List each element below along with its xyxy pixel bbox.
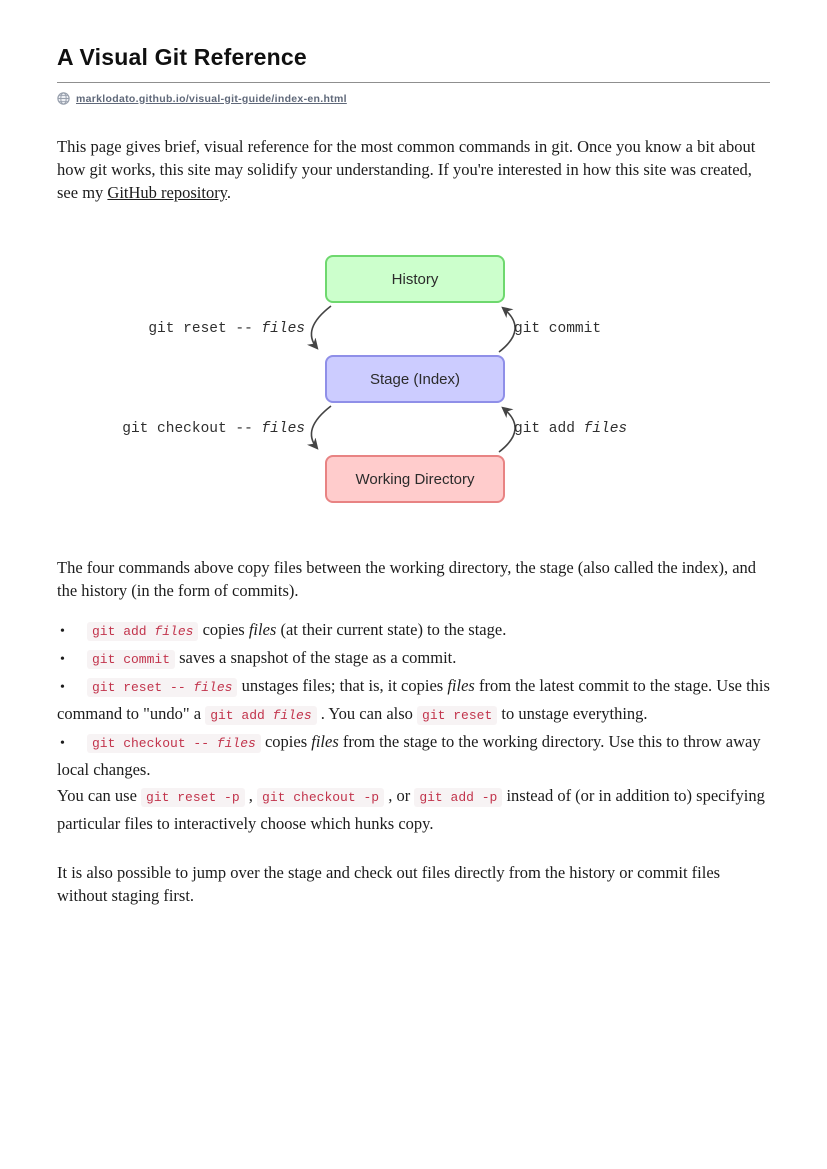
source-link-row [57,92,770,105]
text-run: to unstage everything. [497,704,648,723]
hunks-paragraph [57,783,770,837]
four-commands-paragraph [57,556,770,602]
text-run: , or [384,786,415,805]
arrow-reset [311,306,331,348]
title-divider [57,82,770,83]
stage-box-label: Stage (Index) [369,370,461,388]
text-run: The four commands above copy files between the working directory, the stage (also called the index), and the history (in the form of commits). [57,558,757,600]
list-item-text [57,676,770,723]
text-run: instead of (or in addition to) specifying particular files to interactively choose which hunks copy. [57,786,765,833]
arrow-commit [499,308,515,352]
list-item-git-reset [57,673,770,729]
working-directory-box [325,455,505,503]
inline-code: git add files [205,706,316,725]
text-run: copies [198,620,249,639]
text-run: from the stage to the working directory. Use this to throw away local changes. [57,732,761,779]
inline-code: git add files [87,622,198,641]
jump-stage-paragraph [57,861,770,907]
inline-code: git checkout -p [257,788,384,807]
list-item-text [57,732,761,779]
globe-icon [57,92,70,105]
text-run: , [244,786,258,805]
list-item-git-checkout [57,729,770,783]
working-directory-box-label: Working Directory [355,470,475,488]
bullet-marker: • [60,652,65,667]
stage-box [325,355,505,403]
cmd-git-reset-label [148,320,305,338]
emphasis-text: files [447,676,475,695]
history-box-label: History [391,270,439,288]
inline-code: git reset [417,706,497,725]
text-run: git reset -- [148,321,262,337]
cmd-git-add-label [514,420,627,438]
inline-code: git add -p [414,788,502,807]
intro-paragraph [57,135,770,204]
arrow-checkout [311,406,331,448]
text-run: from the latest commit to the stage. Use this command to "undo" a [57,676,770,723]
bullet-marker: • [60,624,65,639]
list-item-git-add [57,617,770,645]
cmd-git-commit-label [514,320,601,338]
text-run: unstages files; that is, it copies [237,676,448,695]
arrow-add [499,408,515,452]
inline-code: git reset -p [141,788,245,807]
emphasis-text: files [583,421,628,437]
inline-code: git checkout -- files [87,734,261,753]
text-run: It is also possible to jump over the stage and check out files directly from the history or commit files without staging first. [57,863,721,905]
github-repository-link[interactable]: GitHub repository [107,183,227,202]
text-run: This page gives brief, visual reference for the most common commands in git. Once you know a bit about how git works, this site may solidify your understanding. If you're interested in how this site was created, see my [57,137,756,202]
text-run: . You can also [316,704,418,723]
bullet-marker: • [60,680,65,695]
list-item-git-commit [57,645,770,673]
text-run: You can use [57,786,142,805]
list-item-text [87,620,506,639]
text-run: (at their current state) to the stage. [276,620,507,639]
emphasis-text: files [311,732,339,751]
text-run: copies [260,732,312,751]
page-title: A Visual Git Reference [57,44,307,70]
text-run: . [226,183,231,202]
emphasis-text: files [248,620,277,639]
text-run: saves a snapshot of the stage as a commit. [175,648,457,667]
bullet-marker: • [60,736,65,751]
emphasis-text: files [261,321,305,337]
text-run: git add [514,421,584,437]
emphasis-text: files [261,421,305,437]
list-item-text [87,648,456,667]
source-url-link[interactable]: marklodato.github.io/visual-git-guide/index-en.html [76,92,347,105]
text-run: git checkout -- [122,421,262,437]
inline-code: git commit [87,650,175,669]
text-run: git commit [514,321,602,337]
git-data-flow-diagram [0,248,827,510]
inline-code: git reset -- files [87,678,237,697]
cmd-git-checkout-label [122,420,305,438]
history-box [325,255,505,303]
